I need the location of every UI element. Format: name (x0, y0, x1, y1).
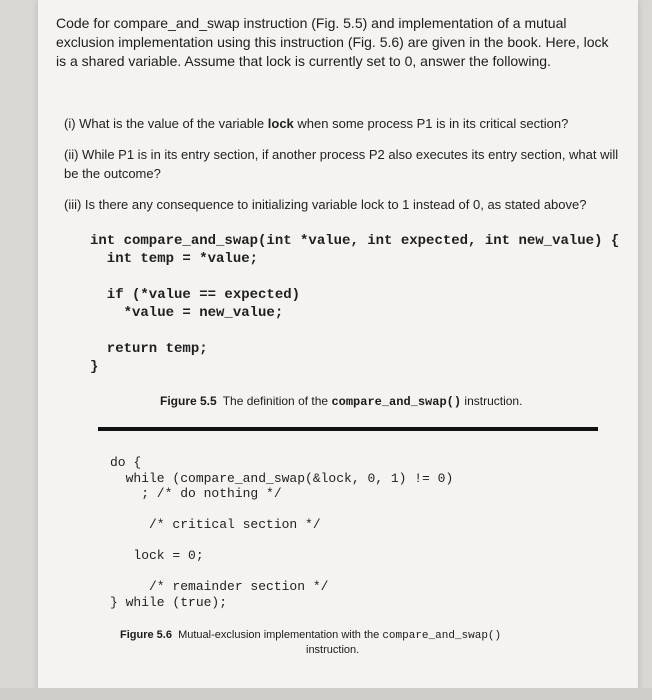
code-line: *value = new_value; (90, 305, 284, 321)
code-line: /* critical section */ (110, 517, 321, 532)
figure-5-6-code (110, 455, 453, 610)
intro-paragraph: Code for compare_and_swap instruction (Fig. 5.5) and implementation of a mutual exclusion implementation using this instruction (Fig. 5.6) are given in the book. Here, lock is a shared variable. Assume that lock is currently set to 0, answer the following. (56, 15, 609, 69)
code-line: } (90, 359, 99, 375)
figure-divider (98, 427, 598, 431)
figure-5-6-caption: Figure 5.6 Mutual-exclusion implementation with the compare_and_swap() instruction. (120, 629, 502, 656)
figure-5-5-caption: Figure 5.5 The definition of the compare_and_swap() instruction. (160, 394, 523, 409)
figure-5-5-code (90, 232, 619, 376)
code-line: /* remainder section */ (110, 579, 329, 594)
document-page (38, 0, 638, 700)
code-line: if (*value == expected) (90, 287, 301, 303)
code-line: lock = 0; (110, 548, 204, 563)
question-2: (ii) While P1 is in its entry section, if another process P2 also executes its entry section, what will be the outcome? (64, 147, 619, 181)
question-1: (i) What is the value of the variable lock when some process P1 is in its critical section? (64, 116, 569, 131)
question-3: (iii) Is there any consequence to initializing variable lock to 1 instead of 0, as stated above? (64, 197, 587, 212)
screen-bottom-edge (0, 688, 652, 700)
code-line: int compare_and_swap(int *value, int expected, int new_value) { (90, 233, 620, 249)
code-line: int temp = *value; (90, 251, 259, 267)
code-line: ; /* do nothing */ (110, 486, 282, 501)
code-line: do { (110, 455, 142, 470)
code-line: while (compare_and_swap(&lock, 0, 1) != 0) (110, 470, 454, 486)
code-line: return temp; (90, 341, 208, 357)
code-line: } while (true); (110, 594, 228, 610)
